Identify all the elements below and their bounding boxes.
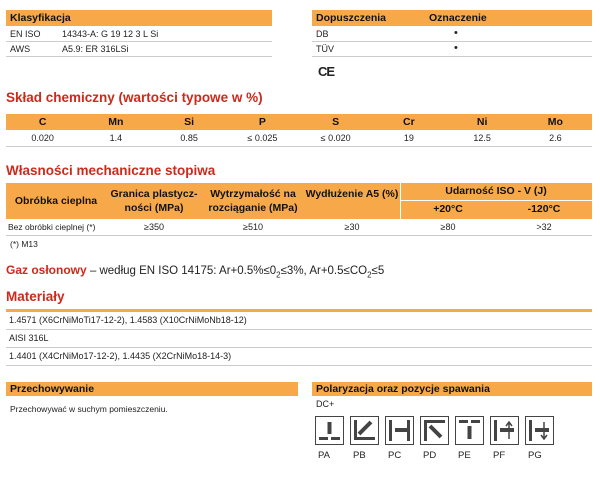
sklad-col-header: Ni [476, 116, 488, 128]
klasyfikacja-value: A5.9: ER 316LSi [62, 44, 129, 54]
position-pf-icon [490, 416, 519, 445]
gaz-line: Gaz osłonowy – według EN ISO 14175: $Ar+0.5\%\le 0_2\le 3\%$, $Ar+0.5\le CO_2\le 5$ [6, 263, 385, 280]
dopuszczenia-header [312, 10, 592, 26]
sklad-value: 1.4 [109, 133, 123, 143]
klasyfikacja-title: Klasyfikacja [10, 12, 71, 24]
klasyfikacja-header [6, 10, 272, 26]
ce-mark-icon: CE [318, 64, 335, 79]
footnote: (*) M13 [10, 239, 38, 249]
dopuszczenia-mark: • [454, 42, 458, 54]
granica-header: Granica plastycz-ności (MPa) [110, 188, 198, 214]
dopuszczenia-label: TÜV [316, 44, 334, 54]
udarnosc-minus120-header: -120°C [527, 203, 561, 215]
klasyfikacja-row-1 [6, 27, 272, 42]
granica-value: ≥350 [144, 222, 164, 232]
dopuszczenia-mark: • [454, 27, 458, 39]
position-label: PF [493, 450, 506, 461]
sklad-col-header: S [332, 116, 340, 128]
dopuszczenia-row-2 [312, 42, 592, 57]
obrobka-header: Obróbka cieplna [14, 195, 98, 207]
sklad-col-header: Si [184, 116, 195, 128]
sklad-value: 12.5 [473, 133, 491, 143]
position-label: PC [388, 450, 402, 461]
sklad-col-header: Cr [403, 116, 415, 128]
klasyfikacja-value: 14343-A: G 19 12 3 L Si [62, 29, 159, 39]
udarnosc-plus20-value: ≥80 [440, 222, 456, 232]
position-pe-icon [455, 416, 484, 445]
sklad-value: 2.6 [549, 133, 562, 143]
position-pa-icon [315, 416, 344, 445]
wlasnosci-title: Własności mechaniczne stopiwa [6, 163, 216, 178]
sklad-col-header: P [258, 116, 266, 128]
przechowywanie-text: Przechowywać w suchym pomieszczeniu. [10, 404, 168, 414]
obrobka-value: Bez obróbki cieplnej (*) [8, 222, 96, 232]
position-label: PE [458, 450, 471, 461]
sklad-value: 0.85 [180, 133, 198, 143]
sklad-value: ≤ 0.025 [247, 133, 278, 143]
materialy-row: AISI 316L [6, 330, 592, 348]
udarnosc-plus20-header: +20°C [433, 203, 463, 215]
materialy-row: 1.4571 (X6CrNiMoTi17-12-2), 1.4583 (X10CrNiMoNb18-12) [6, 312, 592, 330]
klasyfikacja-row-2 [6, 42, 272, 57]
position-pb-icon [350, 416, 379, 445]
position-label: PD [423, 450, 437, 461]
sklad-col-header: C [38, 116, 47, 128]
wydluzenie-value: ≥30 [344, 222, 360, 232]
sklad-value-row [6, 130, 592, 147]
position-pc-icon [385, 416, 414, 445]
position-pd-icon [420, 416, 449, 445]
sklad-title: Skład chemiczny (wartości typowe w %) [6, 90, 263, 105]
position-pg-icon [525, 416, 554, 445]
position-label: PB [353, 450, 366, 461]
sklad-col-header: Mo [547, 116, 563, 128]
materialy-row: 1.4401 (X4CrNiMo17-12-2), 1.4435 (X2CrNiMo18-14-3) [6, 348, 592, 366]
polaryzacja-header [312, 382, 592, 396]
przechowywanie-header [6, 382, 298, 396]
position-label: PA [318, 450, 330, 461]
sklad-value: ≤ 0.020 [320, 133, 351, 143]
gaz-text: – według EN ISO 14175: Ar+0.5%≤0 [86, 265, 277, 277]
sklad-table [6, 114, 592, 147]
wytrzymalosc-value: ≥510 [243, 222, 263, 232]
dopuszczenia-title: Dopuszczenia [316, 12, 387, 24]
oznaczenie-header: Oznaczenie [429, 12, 487, 24]
polarity-value: DC+ [316, 399, 335, 409]
sklad-value: 0.020 [31, 133, 54, 143]
polaryzacja-title: Polaryzacja oraz pozycje spawania [316, 383, 490, 395]
dopuszczenia-row-1 [312, 27, 592, 42]
wydluzenie-header: Wydłużenie A5 (%) [305, 188, 399, 200]
wlasnosci-table [6, 183, 592, 235]
sklad-value: 19 [403, 133, 414, 143]
gaz-label: Gaz osłonowy [6, 263, 87, 277]
udarnosc-header: Udarność ISO - V (J) [445, 185, 547, 197]
sklad-header-row [6, 114, 592, 130]
sklad-col-header: Mn [108, 116, 124, 128]
przechowywanie-title: Przechowywanie [10, 383, 95, 395]
klasyfikacja-label: EN ISO [10, 29, 41, 39]
wytrzymalosc-header: Wytrzymałość na rozciąganie (MPa) [208, 188, 298, 214]
position-label: PG [528, 450, 542, 461]
udarnosc-minus120-value: >32 [536, 222, 552, 232]
klasyfikacja-label: AWS [10, 44, 31, 54]
dopuszczenia-label: DB [316, 29, 329, 39]
materialy-title: Materiały [6, 289, 65, 304]
